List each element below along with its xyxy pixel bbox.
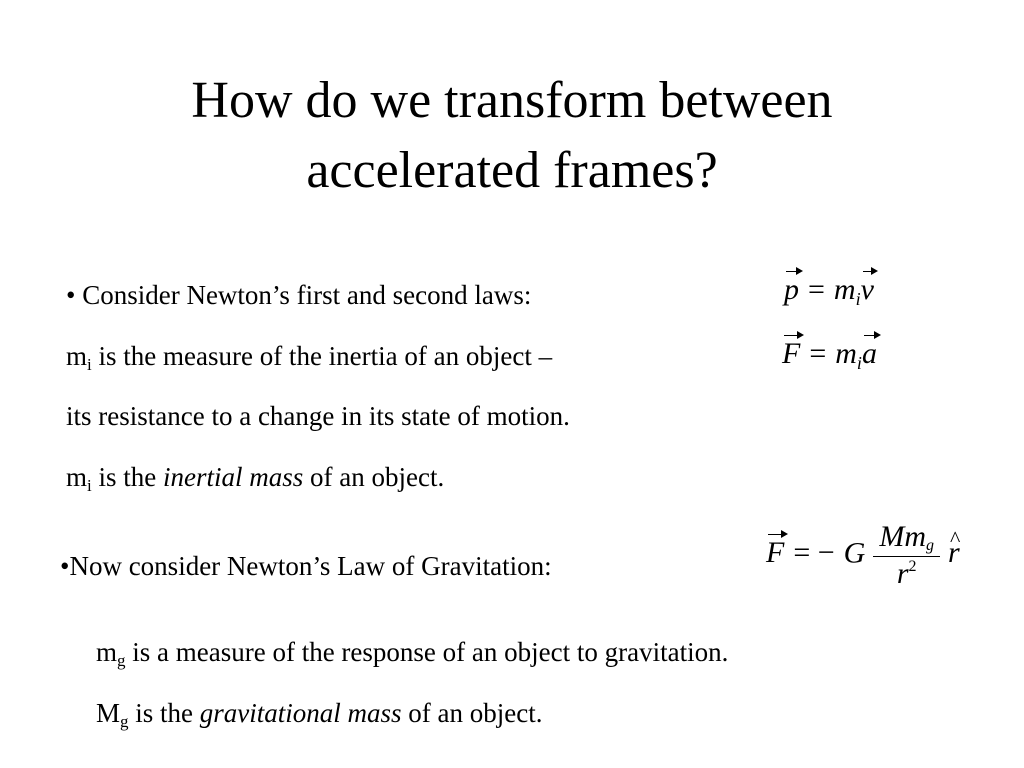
gravitational-mass-term: gravitational mass bbox=[199, 698, 402, 728]
gravitation-response-line: $m_g$ is a measure of the response of an object to gravitation. bbox=[96, 637, 729, 670]
title-line-1: How do we transform between bbox=[191, 72, 833, 129]
bullet-newton-laws: • Consider Newton’s first and second laws: bbox=[66, 280, 532, 310]
gravitational-mass-line: $M_g$ is the gravitational mass of an object. bbox=[96, 698, 543, 731]
momentum-equation: $p = m_iv$ bbox=[784, 273, 874, 309]
bullet-gravitation: •Now consider Newton’s Law of Gravitation: bbox=[60, 551, 552, 581]
resistance-line: its resistance to a change in its state of motion. bbox=[66, 401, 570, 431]
gravitation-fraction: $\frac{Mm_g}{r^2}$ bbox=[873, 520, 940, 591]
inertial-mass-term: inertial mass bbox=[163, 462, 304, 492]
slide-title bbox=[0, 66, 1024, 206]
force-equation: $F = m_ia$ bbox=[782, 337, 877, 373]
inertia-measure-line: $m_i$ is the measure of the inertia of an object – bbox=[66, 341, 553, 374]
title-line-2: accelerated frames? bbox=[306, 142, 718, 199]
gravitation-equation: F = − G $\frac{Mm_g}{r^2}$ ^ r bbox=[766, 520, 960, 591]
inertial-mass-line: $m_i$ is the inertial mass of an object. bbox=[66, 462, 445, 495]
